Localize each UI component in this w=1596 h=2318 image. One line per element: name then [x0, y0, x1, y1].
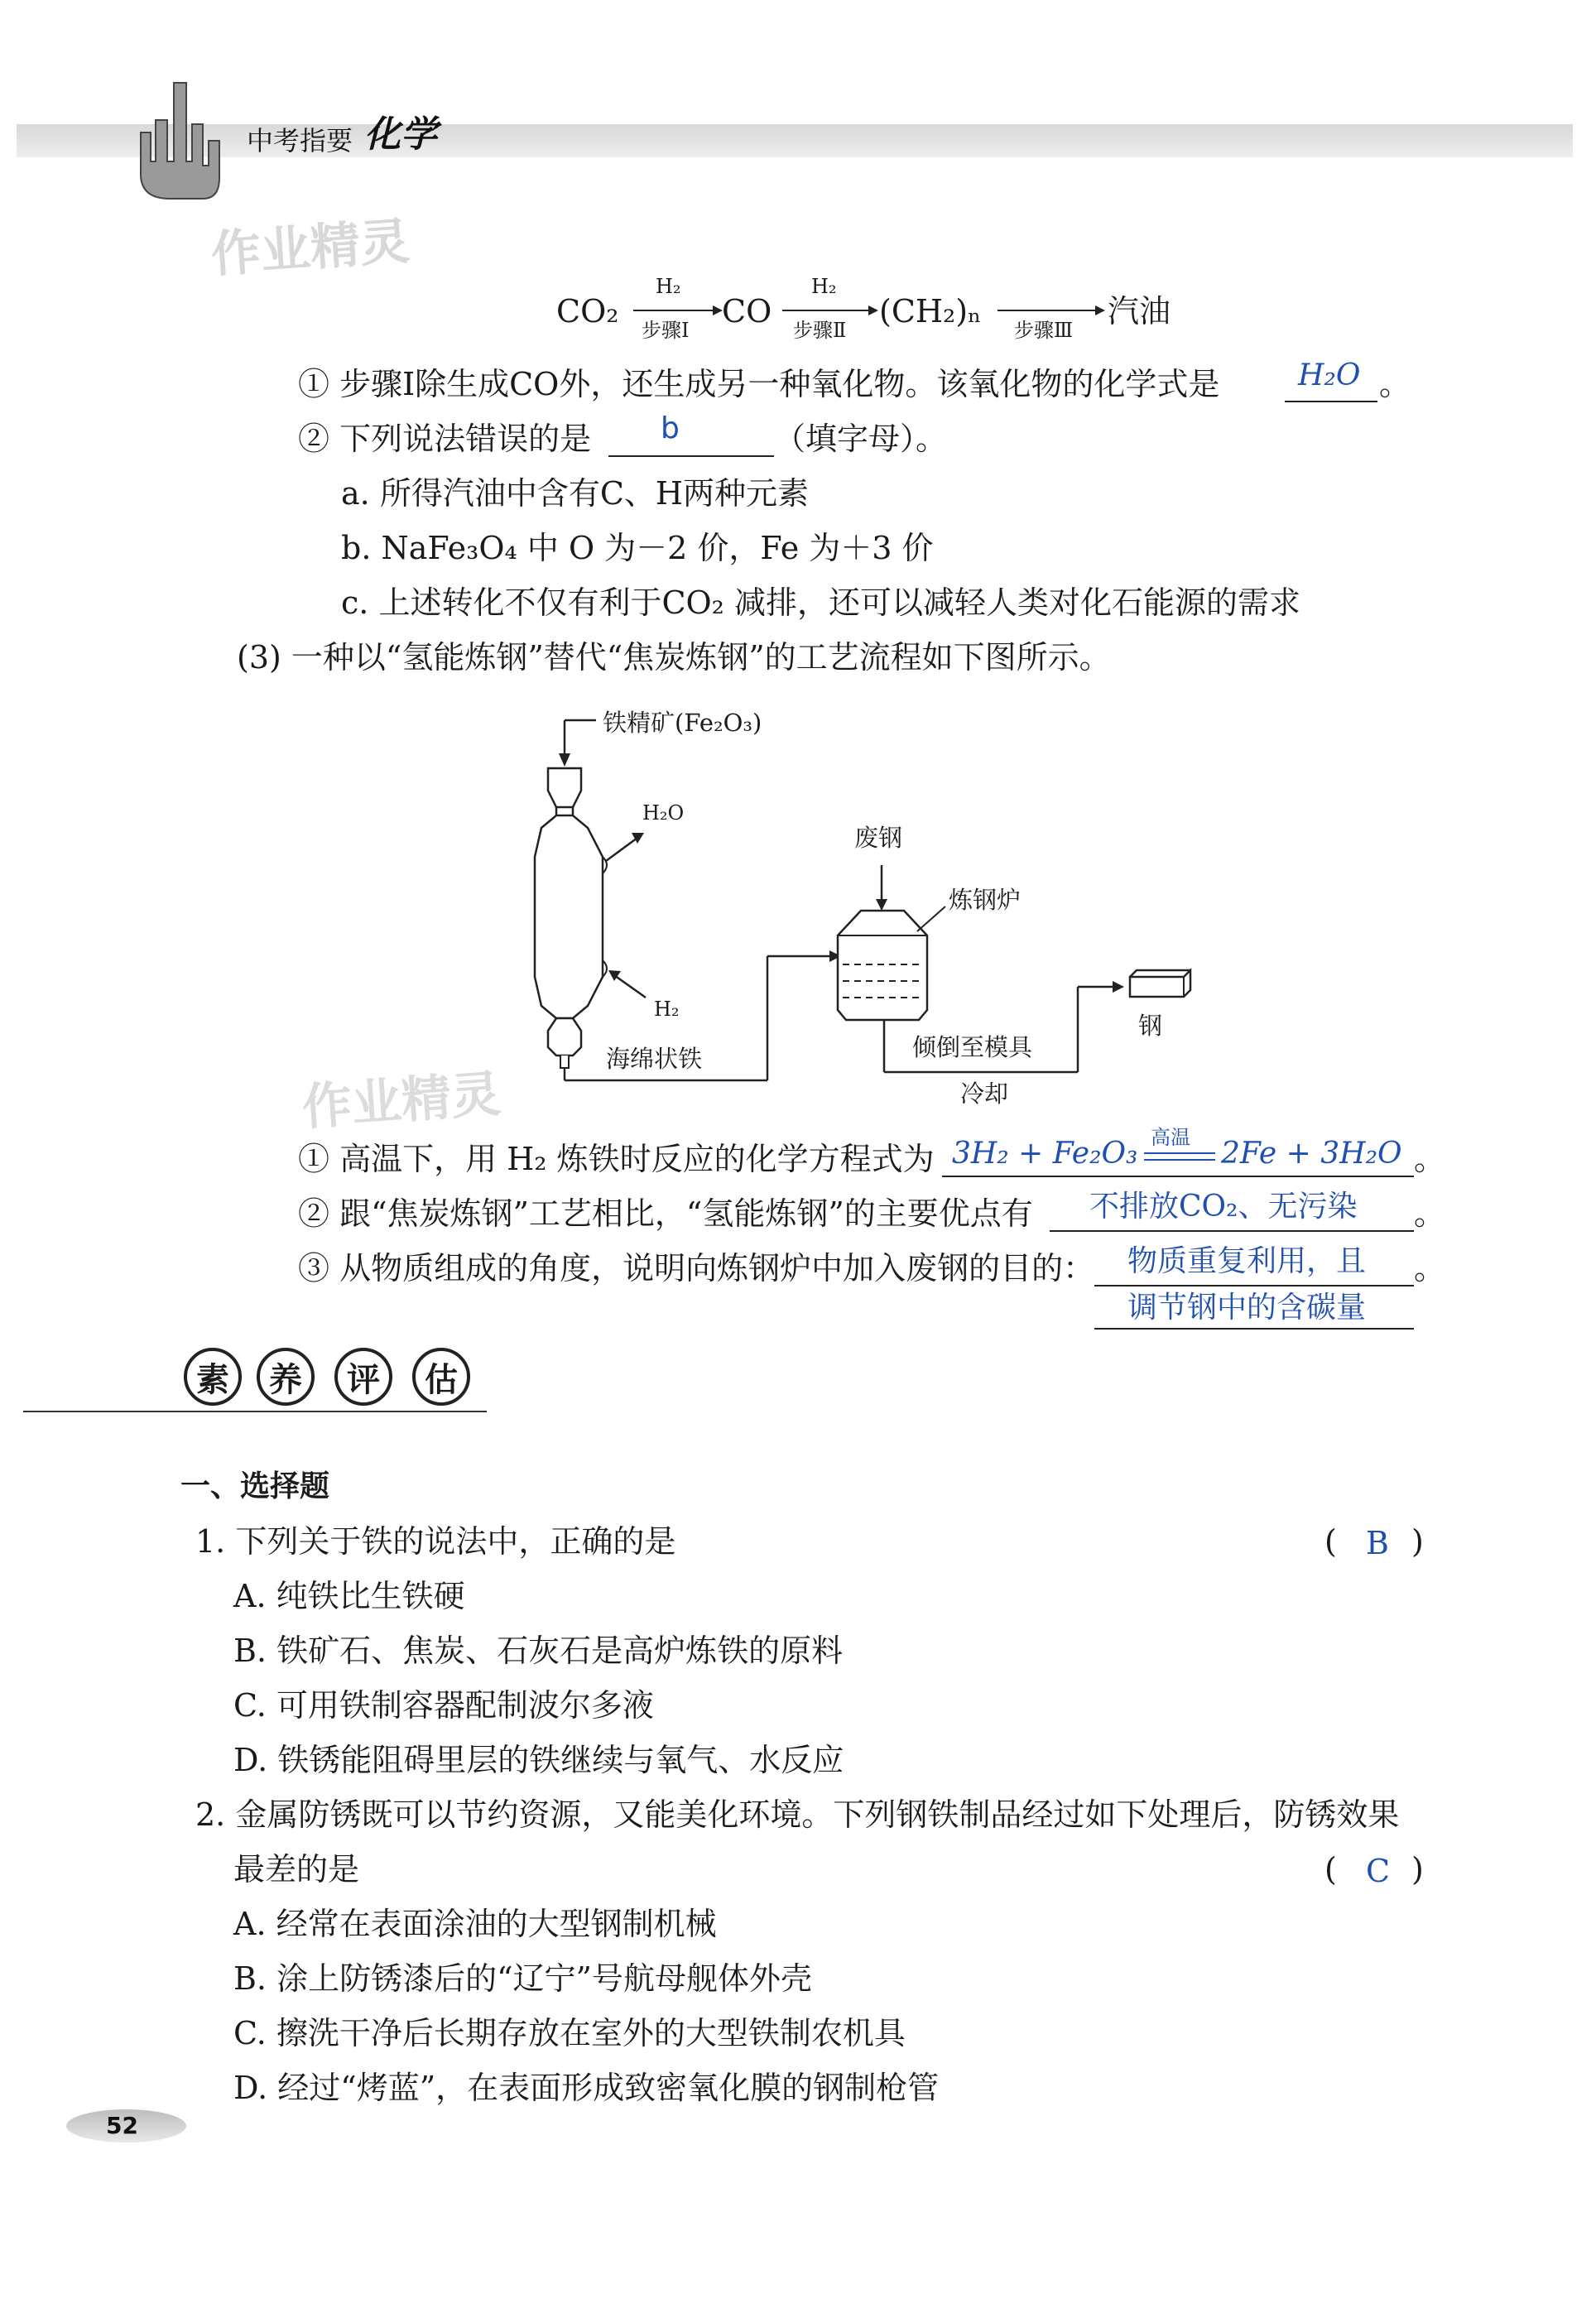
eq-arrow1-top: H₂	[656, 275, 681, 298]
q3-1-condition: 高温	[1151, 1126, 1190, 1149]
q3-intro: (3) 一种以“氢能炼钢”替代“焦炭炼钢”的工艺流程如下图所示。	[237, 639, 1111, 676]
q2-2-blank	[608, 455, 774, 457]
steel-label: 钢	[1138, 1012, 1163, 1040]
q2-1-blank	[1285, 401, 1377, 402]
q2-2-option-a: a. 所得汽油中含有C、H两种元素	[341, 475, 810, 512]
q2-2-option-b: b. NaFe₃O₄ 中 O 为－2 价，Fe 为＋3 价	[341, 530, 934, 566]
page-number: 52	[106, 2112, 138, 2139]
q3-2-answer: 不排放CO₂、无污染	[1089, 1190, 1358, 1224]
watermark-top: 作业精灵	[209, 212, 412, 285]
eq-mid1: CO	[722, 293, 772, 329]
cool-label: 冷却	[960, 1080, 1009, 1108]
q2-paren-left: (	[1324, 1851, 1337, 1888]
q3-2-text: ② 跟“焦炭炼钢”工艺相比，“氢能炼钢”的主要优点有	[298, 1195, 1033, 1232]
q1-stem: 1. 下列关于铁的说法中，正确的是	[195, 1523, 676, 1560]
scrap-steel-label: 废钢	[854, 824, 903, 852]
q3-1-blank	[942, 1176, 1414, 1177]
q3-2-tail: 。	[1414, 1195, 1446, 1232]
q2-option-a: A. 经常在表面涂油的大型钢制机械	[233, 1906, 717, 1942]
diagram-drawing	[497, 695, 1242, 1093]
q2-1-text: ① 步骤Ⅰ除生成CO外，还生成另一种氧化物。该氧化物的化学式是	[298, 366, 1220, 402]
subject-logo: 化学	[364, 113, 437, 156]
eq-start: CO₂	[556, 293, 619, 329]
q2-2-tail: （填字母）。	[774, 421, 948, 457]
part1-title: 一、选择题	[180, 1469, 330, 1503]
ore-label: 铁精矿(Fe₂O₃)	[603, 709, 762, 737]
watermark-mid: 作业精灵	[300, 1065, 503, 1137]
eq-arrow2	[782, 304, 882, 317]
eq-arrow3	[997, 304, 1109, 317]
q2-option-b: B. 涂上防锈漆后的“辽宁”号航母舰体外壳	[233, 1960, 812, 1997]
section-char-2: 养	[257, 1348, 315, 1406]
book-title: 中考指要	[247, 125, 353, 156]
q2-1-tail: 。	[1379, 366, 1411, 402]
q2-stem-cont: 最差的是	[233, 1851, 360, 1888]
eq-arrow1	[633, 304, 724, 317]
q3-3-answer-line2: 调节钢中的含碳量	[1127, 1291, 1367, 1325]
q2-option-c: C. 擦洗干净后长期存放在室外的大型铁制农机具	[233, 2015, 906, 2051]
section-char-1: 素	[184, 1348, 242, 1406]
steel-furnace-label: 炼钢炉	[949, 886, 1022, 914]
section-char-3: 评	[334, 1348, 392, 1406]
eq-mid2: (CH₂)ₙ	[879, 293, 982, 329]
q3-1-equals-sign	[1144, 1152, 1215, 1161]
h2-label: H₂	[654, 998, 680, 1021]
q1-paren-left: (	[1324, 1523, 1337, 1560]
q3-3-answer-line1: 物质重复利用，且	[1127, 1244, 1367, 1278]
q2-paren-right: )	[1411, 1851, 1424, 1888]
section-underline	[23, 1411, 487, 1412]
q1-option-b: B. 铁矿石、焦炭、石灰石是高炉炼铁的原料	[233, 1633, 844, 1669]
eq-end: 汽油	[1108, 293, 1171, 329]
q1-option-d: D. 铁锈能阻碍里层的铁继续与氧气、水反应	[233, 1742, 844, 1778]
eq-arrow1-bottom: 步骤Ⅰ	[642, 319, 690, 342]
q3-3-text: ③ 从物质组成的角度，说明向炼钢炉中加入废钢的目的：	[298, 1250, 1095, 1286]
q3-3-blank-1	[1094, 1285, 1414, 1286]
q2-2-option-c: c. 上述转化不仅有利于CO₂ 减排，还可以减轻人类对化石能源的需求	[341, 584, 1300, 621]
q3-3-tail: 。	[1414, 1250, 1446, 1286]
q2-1-answer: H₂O	[1298, 358, 1361, 392]
q3-1-answer-right: 2Fe + 3H₂O	[1221, 1137, 1402, 1171]
eq-arrow2-bottom: 步骤Ⅱ	[793, 319, 847, 342]
q1-option-a: A. 纯铁比生铁硬	[233, 1578, 465, 1614]
q1-option-c: C. 可用铁制容器配制波尔多液	[233, 1687, 654, 1724]
h2o-label: H₂O	[642, 801, 685, 825]
q3-2-blank	[1050, 1230, 1414, 1232]
pour-label: 倾倒至模具	[912, 1033, 1033, 1061]
q2-2-answer: b	[661, 411, 680, 445]
q1-paren-right: )	[1411, 1523, 1424, 1560]
q3-3-blank-2	[1094, 1328, 1414, 1330]
section-char-4: 估	[412, 1348, 470, 1406]
eq-arrow3-bottom: 步骤Ⅲ	[1014, 319, 1074, 342]
q1-answer: B	[1366, 1525, 1389, 1561]
q2-2-text: ② 下列说法错误的是	[298, 421, 592, 457]
sponge-iron-label: 海绵状铁	[606, 1045, 703, 1073]
eq-arrow2-top: H₂	[811, 275, 837, 298]
hand-logo-icon	[124, 75, 232, 207]
q3-1-tail: 。	[1414, 1141, 1446, 1177]
q2-stem: 2. 金属防锈既可以节约资源，又能美化环境。下列钢铁制品经过如下处理后，防锈效果	[195, 1796, 1400, 1833]
q2-option-d: D. 经过“烤蓝”，在表面形成致密氧化膜的钢制枪管	[233, 2070, 940, 2106]
q2-answer: C	[1366, 1853, 1391, 1889]
q3-1-answer-left: 3H₂ + Fe₂O₃	[952, 1137, 1138, 1171]
q3-1-text: ① 高温下，用 H₂ 炼铁时反应的化学方程式为	[298, 1141, 935, 1177]
